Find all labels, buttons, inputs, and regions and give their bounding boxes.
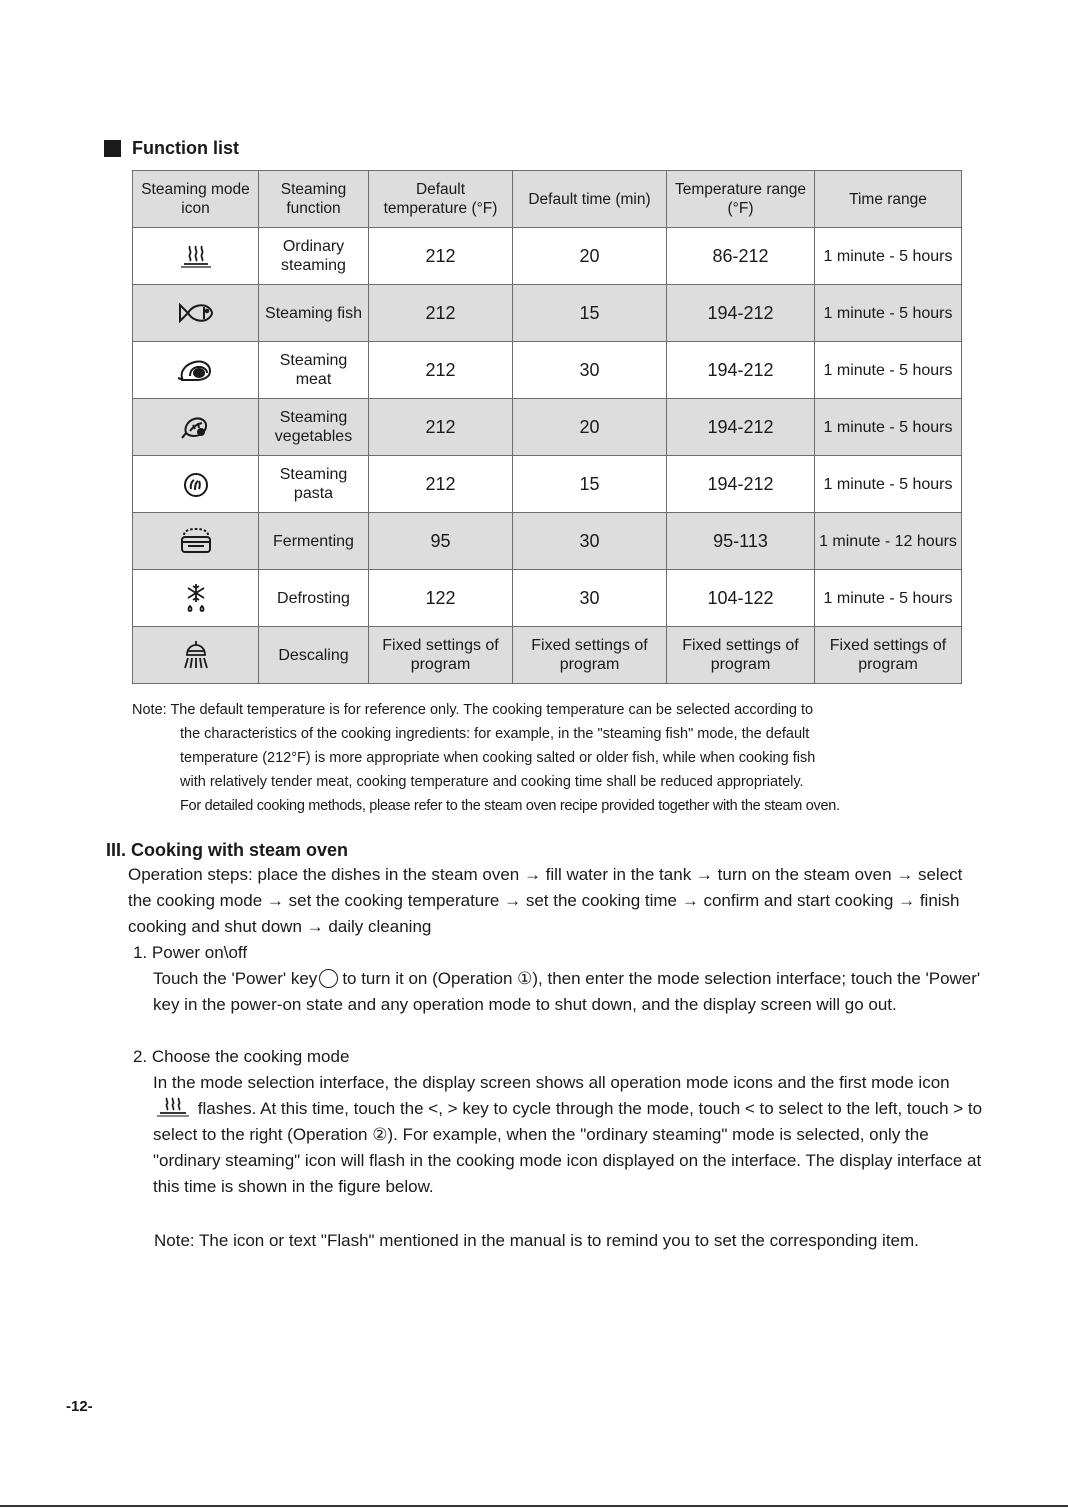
temp-range-cell: 86-212 bbox=[667, 228, 815, 285]
default-time-cell: 15 bbox=[513, 456, 667, 513]
function-cell: Defrosting bbox=[259, 570, 369, 627]
icon-cell bbox=[133, 342, 259, 399]
fish-icon bbox=[176, 297, 216, 329]
default-time-cell: Fixed settings of program bbox=[513, 627, 667, 684]
default-temp-cell: 212 bbox=[369, 399, 513, 456]
temp-range-cell: 104-122 bbox=[667, 570, 815, 627]
icon-cell bbox=[133, 285, 259, 342]
function-cell: Steaming vegetables bbox=[259, 399, 369, 456]
section-heading bbox=[104, 138, 239, 159]
default-temp-cell: Fixed settings of program bbox=[369, 627, 513, 684]
power-subheading: 1. Power on\off bbox=[133, 943, 248, 962]
default-temp-cell: 212 bbox=[369, 285, 513, 342]
section-title: Function list bbox=[132, 138, 239, 158]
table-note bbox=[132, 698, 972, 818]
defrosting-icon bbox=[176, 582, 216, 614]
temp-range-cell: 194-212 bbox=[667, 399, 815, 456]
power-text-a: Touch the 'Power' key bbox=[153, 969, 318, 988]
table-row bbox=[133, 342, 962, 399]
note-line: For detailed cooking methods, please refer to the steam oven recipe provided together with the steam oven. bbox=[180, 798, 840, 814]
table-row bbox=[133, 570, 962, 627]
time-range-cell: 1 minute - 5 hours bbox=[815, 570, 962, 627]
header-cell: Time range bbox=[815, 171, 962, 228]
flash-note: Note: The icon or text "Flash" mentioned in the manual is to remind you to set the corresponding item. bbox=[154, 1231, 919, 1250]
header-cell: Default temperature (°F) bbox=[369, 171, 513, 228]
ordinary-steaming-icon bbox=[176, 240, 216, 272]
ordinary-steaming-icon bbox=[153, 1096, 193, 1118]
note-line: with relatively tender meat, cooking temperature and cooking time shall be reduced appropriately. bbox=[180, 774, 804, 790]
mode-text-b: flashes. At this time, touch the <, > key to cycle through the mode, touch < to select to the left, touch > to select to the right (Operation ②). For example, when the "ordinary steaming" mode is selected, only the "ordinary steaming" icon will flash in the cooking mode icon displayed on the interface. The display interface at this time is shown in the figure below. bbox=[153, 1099, 983, 1196]
descaling-icon bbox=[176, 639, 216, 671]
vegetables-icon bbox=[176, 411, 216, 443]
default-time-cell: 15 bbox=[513, 285, 667, 342]
pasta-icon bbox=[176, 468, 216, 500]
power-key-icon bbox=[319, 969, 338, 988]
header-cell: Temperature range (°F) bbox=[667, 171, 815, 228]
default-temp-cell: 212 bbox=[369, 228, 513, 285]
section-3-heading: III. Cooking with steam oven bbox=[106, 840, 349, 860]
note-line: temperature (212°F) is more appropriate when cooking salted or older fish, while when cooking fish bbox=[180, 750, 816, 766]
default-time-cell: 30 bbox=[513, 513, 667, 570]
function-cell: Descaling bbox=[259, 627, 369, 684]
icon-cell bbox=[133, 627, 259, 684]
time-range-cell: 1 minute - 5 hours bbox=[815, 285, 962, 342]
time-range-cell: 1 minute - 5 hours bbox=[815, 456, 962, 513]
time-range-cell: Fixed settings of program bbox=[815, 627, 962, 684]
page-number: -12- bbox=[66, 1398, 93, 1415]
temp-range-cell: 194-212 bbox=[667, 285, 815, 342]
icon-cell bbox=[133, 228, 259, 285]
temp-range-cell: Fixed settings of program bbox=[667, 627, 815, 684]
default-time-cell: 30 bbox=[513, 570, 667, 627]
table-row bbox=[133, 513, 962, 570]
icon-cell bbox=[133, 399, 259, 456]
table-row bbox=[133, 627, 962, 684]
temp-range-cell: 95-113 bbox=[667, 513, 815, 570]
function-cell: Steaming pasta bbox=[259, 456, 369, 513]
bottom-divider bbox=[0, 1505, 1068, 1507]
mode-paragraph bbox=[153, 1070, 983, 1200]
meat-icon bbox=[176, 354, 216, 386]
header-cell: Steaming mode icon bbox=[133, 171, 259, 228]
note-line: the characteristics of the cooking ingredients: for example, in the "steaming fish" mode, the default bbox=[180, 726, 810, 742]
default-temp-cell: 212 bbox=[369, 342, 513, 399]
default-temp-cell: 95 bbox=[369, 513, 513, 570]
header-cell: Steaming function bbox=[259, 171, 369, 228]
fermenting-icon bbox=[176, 525, 216, 557]
function-cell: Ordinary steaming bbox=[259, 228, 369, 285]
temp-range-cell: 194-212 bbox=[667, 456, 815, 513]
temp-range-cell: 194-212 bbox=[667, 342, 815, 399]
power-text-b: to turn it on (Operation ①), then enter the mode selection interface; touch the 'Power' key in the power-on state and any operation mode to shut down, and the display screen will go out. bbox=[153, 969, 981, 1014]
bullet-square-icon bbox=[104, 140, 121, 157]
function-table bbox=[132, 170, 962, 684]
table-row bbox=[133, 228, 962, 285]
table-row bbox=[133, 399, 962, 456]
header-cell: Default time (min) bbox=[513, 171, 667, 228]
icon-cell bbox=[133, 456, 259, 513]
time-range-cell: 1 minute - 5 hours bbox=[815, 342, 962, 399]
power-paragraph bbox=[153, 966, 983, 1018]
time-range-cell: 1 minute - 5 hours bbox=[815, 399, 962, 456]
note-label: Note: bbox=[132, 702, 167, 718]
function-cell: Steaming meat bbox=[259, 342, 369, 399]
default-time-cell: 20 bbox=[513, 228, 667, 285]
time-range-cell: 1 minute - 12 hours bbox=[815, 513, 962, 570]
table-row bbox=[133, 285, 962, 342]
table-header-row bbox=[133, 171, 962, 228]
default-time-cell: 20 bbox=[513, 399, 667, 456]
default-time-cell: 30 bbox=[513, 342, 667, 399]
default-temp-cell: 122 bbox=[369, 570, 513, 627]
default-temp-cell: 212 bbox=[369, 456, 513, 513]
note-line: The default temperature is for reference only. The cooking temperature can be selected according to bbox=[170, 702, 814, 718]
mode-text-a: In the mode selection interface, the display screen shows all operation mode icons and the first mode icon bbox=[153, 1073, 950, 1092]
icon-cell bbox=[133, 570, 259, 627]
time-range-cell: 1 minute - 5 hours bbox=[815, 228, 962, 285]
icon-cell bbox=[133, 513, 259, 570]
function-cell: Fermenting bbox=[259, 513, 369, 570]
function-cell: Steaming fish bbox=[259, 285, 369, 342]
mode-subheading: 2. Choose the cooking mode bbox=[133, 1047, 350, 1066]
table-row bbox=[133, 456, 962, 513]
operation-steps: Operation steps: place the dishes in the steam oven → fill water in the tank → turn on the steam oven → select the cooking mode → set the cooking temperature → set the cooking time → confirm and start cooking → finish cooking and shut down → daily cleaning bbox=[128, 865, 963, 936]
